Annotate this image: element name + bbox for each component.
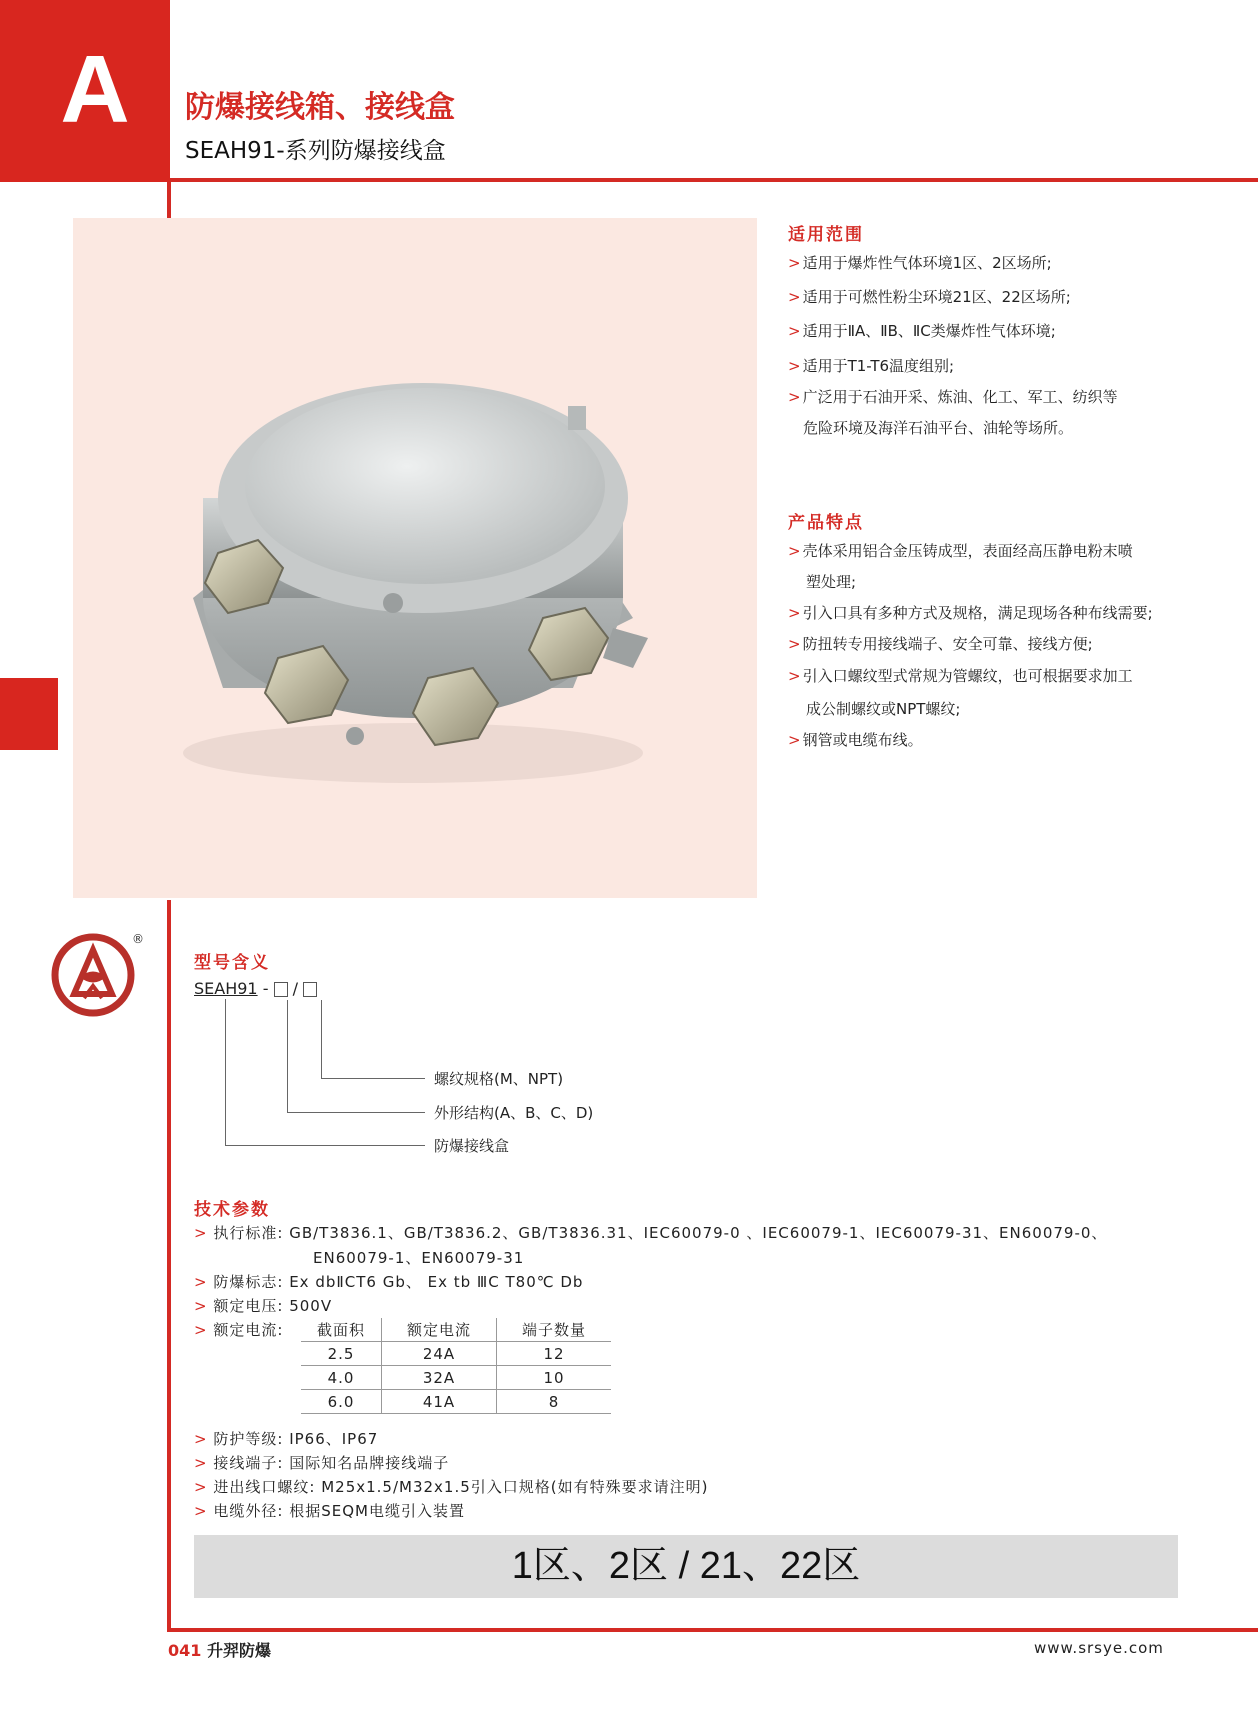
table-cell: 32A — [382, 1366, 497, 1390]
application-item-continued: 危险环境及海洋石油平台、油轮等场所。 — [803, 419, 1074, 437]
table-cell: 4.0 — [301, 1366, 382, 1390]
param-ex-mark: > 防爆标志: Ex dbⅡCT6 Gb、 Ex tb ⅢC T80℃ Db — [194, 1273, 584, 1291]
shape-code-box — [274, 982, 288, 997]
leader-line — [225, 1145, 425, 1146]
arrow-icon: > — [788, 542, 801, 560]
feature-item: > 引入口具有多种方式及规格，满足现场各种布线需要; — [788, 604, 1153, 622]
table-header: 端子数量 — [497, 1318, 612, 1342]
arrow-icon: > — [194, 1297, 208, 1315]
page-title: 防爆接线箱、接线盒 — [185, 90, 455, 125]
leader-line — [321, 1000, 322, 1079]
table-cell: 41A — [382, 1390, 497, 1414]
header-divider — [170, 178, 1258, 182]
side-tab-marker — [0, 678, 58, 750]
model-code-dash: - — [262, 979, 269, 998]
current-spec-table — [301, 1318, 611, 1414]
table-cell: 12 — [497, 1342, 612, 1366]
arrow-icon: > — [194, 1430, 208, 1448]
table-header-row — [301, 1318, 611, 1342]
arrow-icon: > — [194, 1321, 208, 1339]
application-heading: 适用范围 — [788, 225, 864, 245]
param-terminal: > 接线端子: 国际知名品牌接线端子 — [194, 1454, 450, 1472]
table-cell: 8 — [497, 1390, 612, 1414]
model-code-slash: / — [292, 979, 299, 998]
legend-thread-spec: 螺纹规格(M、NPT) — [434, 1070, 564, 1088]
legend-junction-box: 防爆接线盒 — [434, 1137, 510, 1155]
footer-website: www.srsye.com — [1034, 1639, 1164, 1657]
feature-item: > 壳体采用铝合金压铸成型，表面经高压静电粉末喷 — [788, 542, 1133, 560]
feature-item: > 防扭转专用接线端子、安全可靠、接线方便; — [788, 635, 1093, 653]
leader-line — [225, 999, 226, 1146]
table-row — [301, 1342, 611, 1366]
company-logo — [50, 932, 136, 1018]
left-rule — [167, 900, 171, 1632]
param-ip: > 防护等级: IP66、IP67 — [194, 1430, 379, 1448]
param-cable: > 电缆外径: 根据SEQM电缆引入装置 — [194, 1502, 465, 1520]
arrow-icon: > — [194, 1454, 208, 1472]
arrow-icon: > — [788, 322, 801, 340]
model-heading: 型号含义 — [194, 953, 270, 973]
registered-mark: ® — [132, 932, 144, 946]
arrow-icon: > — [788, 357, 801, 375]
param-standard-continued: EN60079-1、EN60079-31 — [313, 1249, 525, 1267]
table-cell: 2.5 — [301, 1342, 382, 1366]
arrow-icon: > — [194, 1224, 208, 1242]
table-row — [301, 1390, 611, 1414]
arrow-icon: > — [788, 604, 801, 622]
param-voltage: > 额定电压: 500V — [194, 1297, 333, 1315]
section-letter: A — [60, 36, 130, 143]
arrow-icon: > — [194, 1273, 208, 1291]
application-item: > 适用于ⅡA、ⅡB、ⅡC类爆炸性气体环境; — [788, 322, 1056, 340]
model-code — [194, 979, 317, 998]
application-item: > 适用于T1-T6温度组别; — [788, 357, 955, 375]
tech-heading: 技术参数 — [194, 1200, 270, 1220]
arrow-icon: > — [788, 667, 801, 685]
junction-box-image — [73, 218, 757, 898]
application-item: > 适用于爆炸性气体环境1区、2区场所; — [788, 254, 1052, 272]
param-thread: > 进出线口螺纹: M25x1.5/M32x1.5引入口规格(如有特殊要求请注明) — [194, 1478, 709, 1496]
left-rule — [167, 182, 171, 218]
table-cell: 10 — [497, 1366, 612, 1390]
thread-code-box — [303, 982, 317, 997]
table-header: 额定电流 — [382, 1318, 497, 1342]
param-standard: > 执行标准: GB/T3836.1、GB/T3836.2、GB/T3836.31、IEC60079-0 、IEC60079-1、IEC60079-31、EN60079-0、 — [194, 1224, 1108, 1242]
param-current: > 额定电流: — [194, 1321, 284, 1339]
model-code-prefix: SEAH91 — [194, 979, 258, 998]
leader-line — [287, 1112, 425, 1113]
zone-banner: 1区、2区 / 21、22区 — [194, 1535, 1178, 1598]
arrow-icon: > — [788, 254, 801, 272]
arrow-icon: > — [788, 288, 801, 306]
arrow-icon: > — [194, 1478, 208, 1496]
table-cell: 6.0 — [301, 1390, 382, 1414]
page-subtitle: SEAH91-系列防爆接线盒 — [185, 138, 446, 164]
footer-brand: 升羿防爆 — [206, 1641, 271, 1660]
legend-shape: 外形结构(A、B、C、D) — [434, 1104, 594, 1122]
arrow-icon: > — [788, 635, 801, 653]
feature-item: > 引入口螺纹型式常规为管螺纹，也可根据要求加工 — [788, 667, 1133, 685]
footer-divider — [167, 1628, 1258, 1632]
feature-item-continued: 成公制螺纹或NPT螺纹; — [806, 700, 961, 718]
feature-item-continued: 塑处理; — [806, 573, 857, 591]
feature-item: > 钢管或电缆布线。 — [788, 731, 923, 749]
leader-line — [321, 1078, 425, 1079]
table-header: 截面积 — [301, 1318, 382, 1342]
application-item: > 适用于可燃性粉尘环境21区、22区场所; — [788, 288, 1071, 306]
arrow-icon: > — [788, 388, 801, 406]
page-number: 041 — [168, 1641, 202, 1660]
arrow-icon: > — [194, 1502, 208, 1520]
arrow-icon: > — [788, 731, 801, 749]
table-cell: 24A — [382, 1342, 497, 1366]
features-heading: 产品特点 — [788, 513, 864, 533]
footer-page-info — [168, 1638, 271, 1661]
product-photo — [73, 218, 757, 898]
application-item: > 广泛用于石油开采、炼油、化工、军工、纺织等 — [788, 388, 1118, 406]
leader-line — [287, 1000, 288, 1113]
table-row — [301, 1366, 611, 1390]
